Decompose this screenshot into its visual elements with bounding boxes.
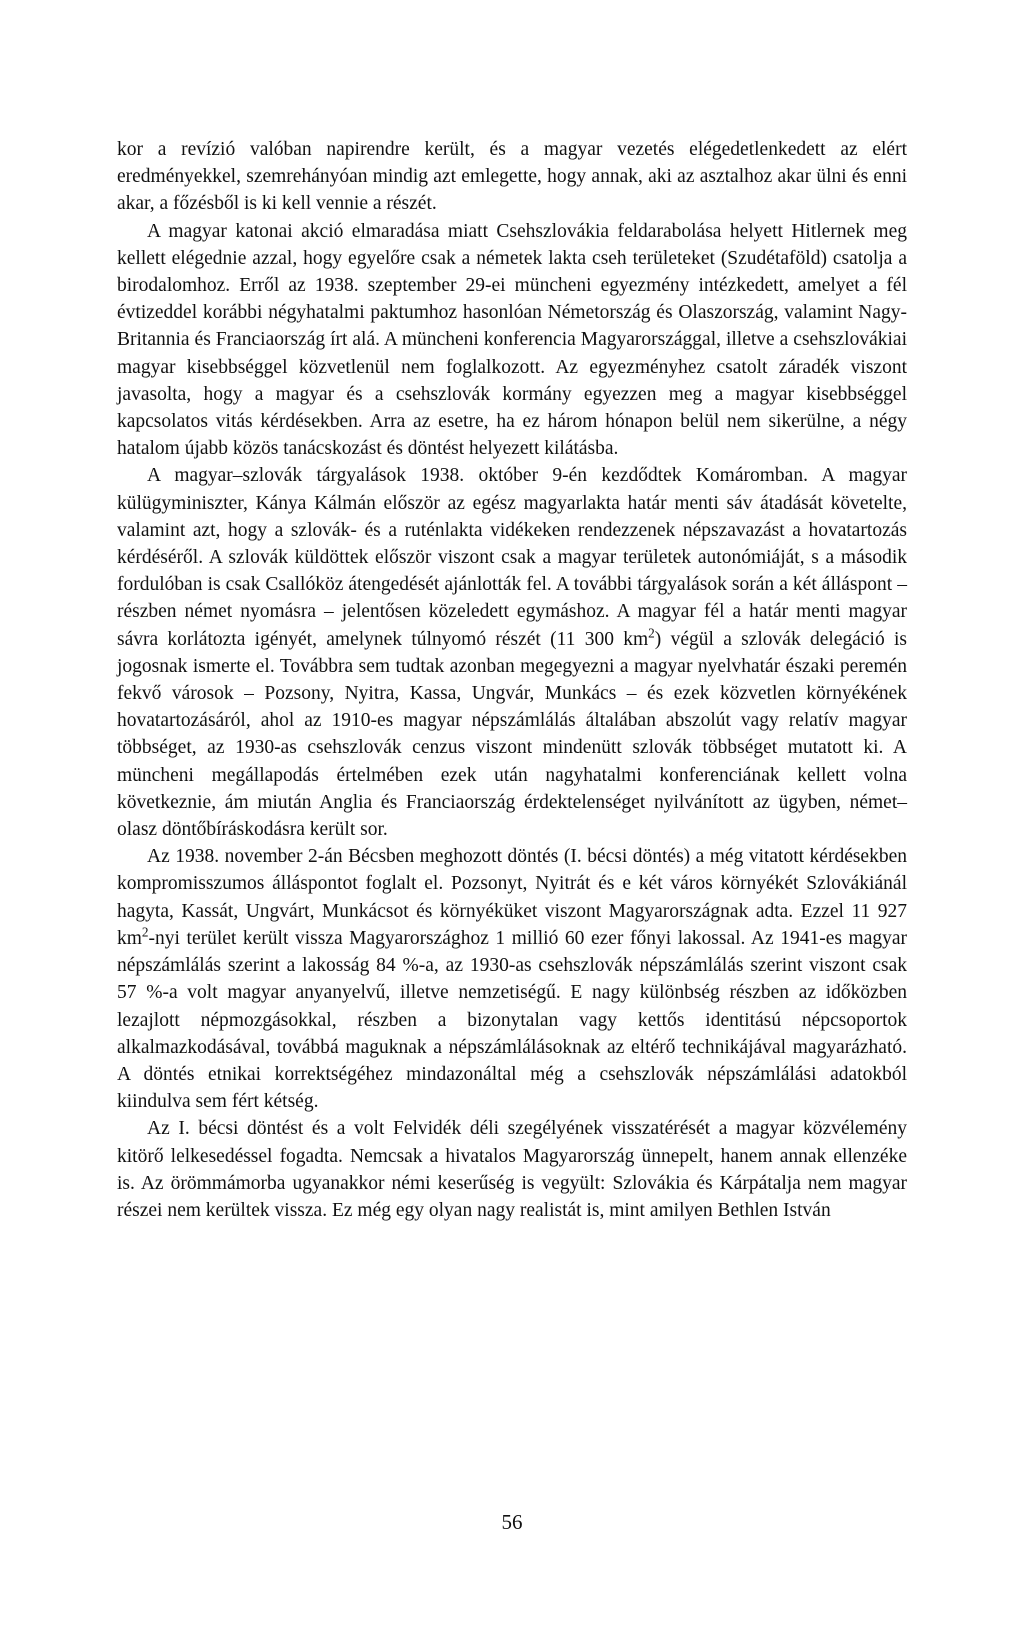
text-run: -nyi terület került vissza Magyarországhoz 1 millió 60 ezer főnyi lakossal. Az 1941-es magyar népszámlálás szerint a lakosság 84 %-a, az 1930-as csehszlovák népszámlálás szerint viszont csak 57 %-a volt magyar anyanyelvű, illetve nemzetiségű. E nagy különbség részben az időközben lezajlott népmozgásokkal, részben a bizonytalan vagy kettős identitású népcsoportok alkalmazkodásával, továbbá maguknak a népszámlálásoknak az eltérő technikájával magyarázható. A döntés etnikai korrektségéhez mindazonáltal még a csehszlovák népszámlálási adatokból kiindulva sem fért kétség. <box>117 927 907 1113</box>
body-text <box>117 136 907 1224</box>
superscript: 2 <box>648 625 655 641</box>
paragraph-4 <box>117 843 907 1115</box>
page-number: 56 <box>501 1510 523 1534</box>
text-run: ) végül a szlovák delegáció is jogosnak ismerte el. Továbbra sem tudtak azonban megegyezni a magyar nyelvhatár északi peremén fekvő városok – Pozsony, Nyitra, Kassa, Ungvár, Munkács – és ezek közvetlen környékének hovatartozásáról, ahol az 1910-es magyar népszámlálás általában abszolút vagy relatív magyar többséget, az 1930-as csehszlovák cenzus viszont mindenütt szlovák többséget mutatott ki. A müncheni megállapodás értelmében ezek után nagyhatalmi konferenciának kellett volna következnie, ám miután Anglia és Franciaország érdektelenséget nyilvánított az ügyben, német–olasz döntőbíráskodásra került sor. <box>117 628 908 841</box>
paragraph-5 <box>117 1115 907 1224</box>
paragraph-3 <box>117 462 907 843</box>
superscript: 2 <box>141 924 149 940</box>
text-run: Az I. bécsi döntést és a volt Felvidék déli szegélyének visszatérését a magyar közvélemény kitörő lelkesedéssel fogadta. Nemcsak a hivatalos Magyarország ünnepelt, hanem annak ellenzéke is. Az örömmámorba ugyanakkor némi keserűség is vegyült: Szlovákia és Kárpátalja nem magyar részei nem kerültek vissza. Ez még egy olyan nagy realistát is, mint amilyen Bethlen István <box>117 1118 907 1221</box>
paragraph-2 <box>117 218 907 463</box>
text-run: A magyar katonai akció elmaradása miatt Csehszlovákia feldarabolása helyett Hitlernek meg kellett elégednie azzal, hogy egyelőre csak a németek lakta cseh területeket (Szudétaföld) csatolja a birodalomhoz. Erről az 1938. szeptember 29-ei müncheni egyezmény intézkedett, amelyet a fél évtizeddel korábbi négyhatalmi paktumhoz hasonlóan Németország és Olaszország, valamint Nagy-Britannia és Franciaország írt alá. A müncheni konferencia Magyarországgal, illetve a csehszlovákiai magyar kisebbséggel közvetlenül nem foglalkozott. Az egyezményhez csatolt záradék viszont javasolta, hogy a magyar és a csehszlovák kormány egyezzen meg a magyar kisebbséggel kapcsolatos vitás kérdésekben. Arra az esetre, ha ez három hónapon belül nem sikerülne, a négy hatalom újabb közös tanácskozást és döntést helyezett kilátásba. <box>117 220 907 460</box>
text-run: kor a revízió valóban napirendre került, és a magyar vezetés elégedetlenkedett az elért eredményekkel, szemrehányóan mindig azt emlegette, hogy annak, aki az asztalhoz akar ülni és enni akar, a főzésből is ki kell vennie a részét. <box>117 139 907 215</box>
paragraph-1 <box>117 136 907 218</box>
text-run: A magyar–szlovák tárgyalások 1938. október 9-én kezdődtek Komáromban. A magyar külügyminiszter, Kánya Kálmán először az egész magyarlakta határ menti sáv átadását követelte, valamint azt, hogy a szlovák- és a ruténlakta vidékeken rendezzenek népszavazást a hovatartozás kérdéséről. A szlovák küldöttek először viszont csak a magyar területek autonómiáját, s a második fordulóban is csak Csallóköz átengedését ajánlották fel. A további tárgyalások során a két álláspont – részben német nyomásra – jelentősen közeledett egymáshoz. A magyar fél a határ menti magyar sávra korlátozta igényét, amelynek túlnyomó részét (11 300 km <box>117 465 907 650</box>
text-run: Az 1938. november 2-án Bécsben meghozott döntés (I. bécsi döntés) a még vitatott kérdésekben kompromisszumos álláspontot foglalt el. Pozsonyt, Nyitrát és e két város környékét Szlovákiánál hagyta, Kassát, Ungvárt, Munkácsot és környéküket viszont Magyarországnak adta. Ezzel 11 927 km <box>117 846 907 949</box>
